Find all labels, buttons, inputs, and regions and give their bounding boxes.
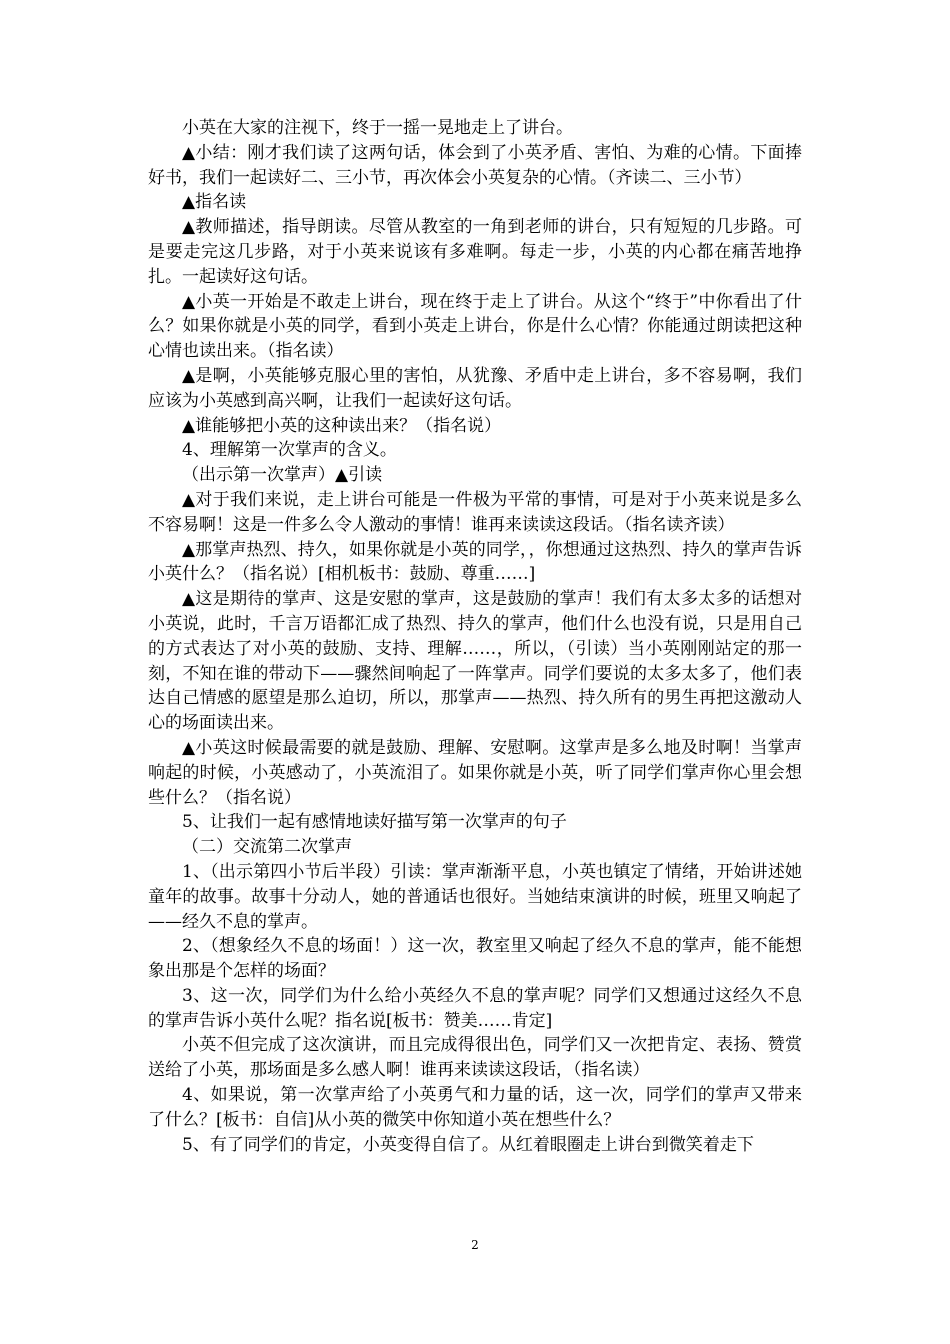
paragraph: 3、这一次，同学们为什么给小英经久不息的掌声呢？同学们又想通过这经久不息的掌声告诉小英什么呢？指名说[板书：赞美……肯定] bbox=[148, 985, 802, 1031]
paragraph: 2、（想象经久不息的场面！）这一次，教室里又响起了经久不息的掌声，能不能想象出那是个怎样的场面？ bbox=[148, 936, 802, 982]
page-number: 2 bbox=[471, 1238, 479, 1252]
paragraph: 4、如果说，第一次掌声给了小英勇气和力量的话，这一次，同学们的掌声又带来了什么？[板书：自信]从小英的微笑中你知道小英在想些什么？ bbox=[148, 1085, 802, 1130]
paragraph: ▲这是期待的掌声、这是安慰的掌声，这是鼓励的掌声！我们有太多太多的话想对小英说，此时，千言万语都汇成了热烈、持久的掌声，他们什么也没有说，只是用自己的方式表达了对小英的鼓励、支持、理解……，所以，（引读）当小英刚刚站定的那一刻，不知在谁的带动下——骤然间响起了一阵掌声。同学们要说的太多太多了，他们表达自己情感的愿望是那么迫切，所以，那掌声——热烈、持久所有的男生再把这激动人心的场面读出来。 bbox=[148, 589, 802, 734]
paragraph: 小英不但完成了这次演讲，而且完成得很出色，同学们又一次把肯定、表扬、赞赏送给了小英，那场面是多么感人啊！谁再来读读这段话，（指名读） bbox=[148, 1035, 802, 1081]
paragraph: ▲那掌声热烈、持久，如果你就是小英的同学，，你想通过这热烈、持久的掌声告诉小英什么？（指名说）[相机板书：鼓励、尊重……] bbox=[148, 539, 802, 585]
paragraph: （出示第一次掌声）▲引读 bbox=[182, 465, 383, 486]
paragraph: ▲小英这时候最需要的就是鼓励、理解、安慰啊。这掌声是多么地及时啊！当掌声响起的时候，小英感动了，小英流泪了。如果你就是小英，听了同学们掌声你心里会想些什么？（指名说） bbox=[148, 737, 802, 808]
document-body bbox=[148, 116, 802, 1157]
paragraph: 小英在大家的注视下，终于一摇一晃地走上了讲台。 bbox=[182, 118, 573, 138]
paragraph: 1、（出示第四小节后半段）引读：掌声渐渐平息，小英也镇定了情绪，开始讲述她童年的故事。故事十分动人，她的普通话也很好。当她结束演讲的时候，班里又响起了——经久不息的掌声。 bbox=[148, 861, 802, 932]
paragraph: ▲对于我们来说，走上讲台可能是一件极为平常的事情，可是对于小英来说是多么不容易啊！这是一件多么令人激动的事情！谁再来读读这段话。（指名读齐读） bbox=[148, 489, 802, 535]
paragraph: ▲指名读 bbox=[182, 192, 247, 213]
paragraph: 4、理解第一次掌声的含义。 bbox=[182, 440, 397, 461]
paragraph: ▲小结：刚才我们读了这两句话，体会到了小英矛盾、害怕、为难的心情。下面捧好书，我们一起读好二、三小节，再次体会小英复杂的心情。（齐读二、三小节） bbox=[148, 142, 802, 188]
paragraph: 5、让我们一起有感情地读好描写第一次掌声的句子 bbox=[182, 812, 567, 833]
paragraph: ▲是啊，小英能够克服心里的害怕，从犹豫、矛盾中走上讲台，多不容易啊，我们应该为小英感到高兴啊，让我们一起读好这句话。 bbox=[148, 365, 802, 411]
paragraph: ▲谁能够把小英的这种读出来？（指名说） bbox=[182, 415, 502, 436]
paragraph: （二）交流第二次掌声 bbox=[182, 837, 352, 858]
paragraph: ▲教师描述，指导朗读。尽管从教室的一角到老师的讲台，只有短短的几步路。可是要走完这几步路，对于小英来说该有多难啊。每走一步，小英的内心都在痛苦地挣扎。一起读好这句话。 bbox=[148, 217, 802, 287]
paragraph: ▲小英一开始是不敢走上讲台，现在终于走上了讲台。从这个“终于”中你看出了什么？如果你就是小英的同学，看到小英走上讲台，你是什么心情？你能通过朗读把这种心情也读出来。（指名读） bbox=[148, 291, 802, 362]
paragraph: 5、有了同学们的肯定，小英变得自信了。从红着眼圈走上讲台到微笑着走下 bbox=[182, 1134, 754, 1155]
